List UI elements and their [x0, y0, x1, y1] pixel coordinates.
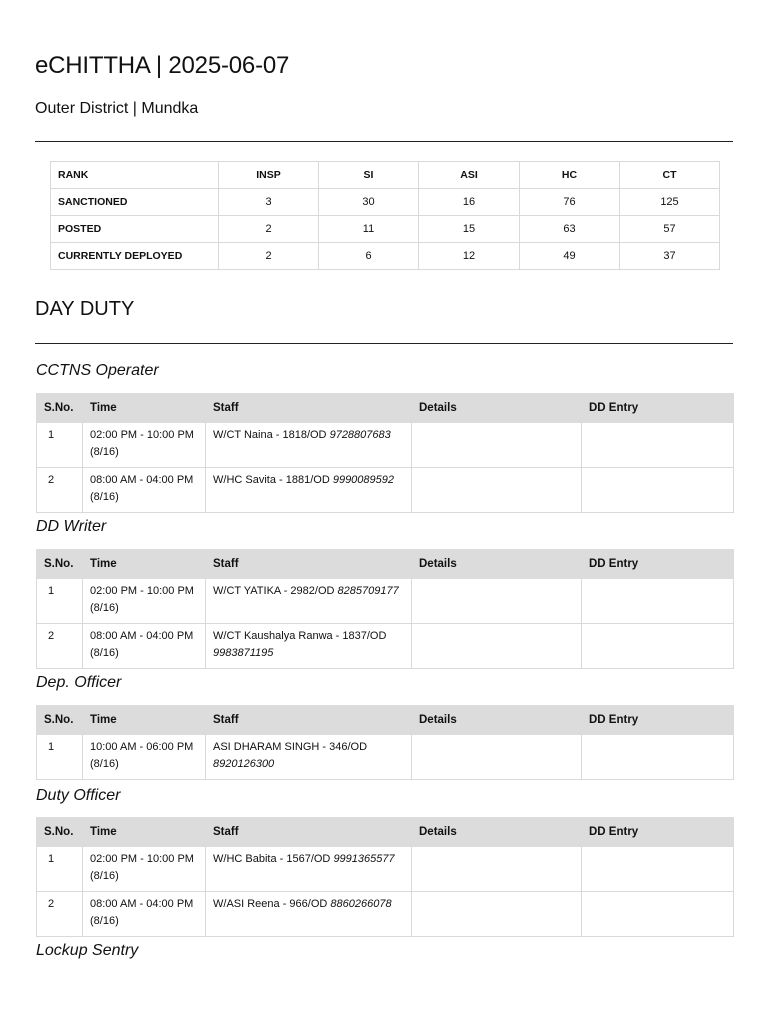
duty-table-duty-officer	[36, 817, 734, 937]
staff-name: W/HC Babita - 1567/OD	[213, 853, 331, 865]
dd-entry-cell	[582, 579, 734, 624]
sno-cell: 1	[37, 735, 83, 780]
column-header-details: Details	[412, 550, 582, 579]
duty-table-cctns-operater	[36, 393, 734, 513]
column-header-dd-entry: DD Entry	[582, 550, 734, 579]
dd-entry-cell	[582, 423, 734, 468]
time-cell: 02:00 PM - 10:00 PM (8/16)	[83, 847, 206, 892]
details-cell	[412, 892, 582, 937]
duty-header-row	[37, 818, 734, 847]
rank-cell: 57	[620, 216, 720, 243]
details-cell	[412, 579, 582, 624]
column-header-dd-entry: DD Entry	[582, 706, 734, 735]
details-cell	[412, 735, 582, 780]
duty-table-dd-writer	[36, 549, 734, 669]
rank-row-label: POSTED	[51, 216, 219, 243]
dd-entry-cell	[582, 892, 734, 937]
staff-cell	[206, 892, 412, 937]
rank-row-label: SANCTIONED	[51, 189, 219, 216]
column-header-time: Time	[83, 550, 206, 579]
sno-cell: 1	[37, 579, 83, 624]
table-row	[37, 847, 734, 892]
column-header-sno: S.No.	[37, 818, 83, 847]
staff-cell	[206, 847, 412, 892]
page-subtitle: Outer District | Mundka	[35, 100, 199, 117]
staff-phone: 9991365577	[333, 853, 395, 865]
table-row	[37, 423, 734, 468]
duty-header-row	[37, 706, 734, 735]
duty-table-dep-officer	[36, 705, 734, 780]
rank-cell: 3	[219, 189, 319, 216]
rank-cell: 125	[620, 189, 720, 216]
rank-cell: 76	[520, 189, 620, 216]
rank-row-currently-deployed	[51, 243, 720, 270]
staff-phone: 8860266078	[330, 898, 392, 910]
rank-header-cell: ASI	[419, 162, 520, 189]
staff-name: ASI DHARAM SINGH - 346/OD	[213, 741, 368, 753]
staff-cell	[206, 624, 412, 669]
group-title-dep-officer: Dep. Officer	[36, 674, 122, 691]
column-header-sno: S.No.	[37, 394, 83, 423]
column-header-staff: Staff	[206, 394, 412, 423]
rank-cell: 15	[419, 216, 520, 243]
column-header-dd-entry: DD Entry	[582, 394, 734, 423]
sno-cell: 1	[37, 847, 83, 892]
column-header-details: Details	[412, 394, 582, 423]
time-cell: 08:00 AM - 04:00 PM (8/16)	[83, 468, 206, 513]
rank-cell: 16	[419, 189, 520, 216]
rank-row-label: CURRENTLY DEPLOYED	[51, 243, 219, 270]
column-header-time: Time	[83, 818, 206, 847]
sno-cell: 2	[37, 892, 83, 937]
page-title: eCHITTHA | 2025-06-07	[35, 52, 290, 79]
time-cell: 02:00 PM - 10:00 PM (8/16)	[83, 423, 206, 468]
section-divider	[35, 343, 733, 344]
rank-cell: 2	[219, 243, 319, 270]
table-row	[37, 735, 734, 780]
column-header-time: Time	[83, 706, 206, 735]
header-divider	[35, 141, 733, 142]
column-header-time: Time	[83, 394, 206, 423]
staff-name: W/CT YATIKA - 2982/OD	[213, 585, 335, 597]
rank-header-cell: INSP	[219, 162, 319, 189]
time-cell: 02:00 PM - 10:00 PM (8/16)	[83, 579, 206, 624]
column-header-sno: S.No.	[37, 550, 83, 579]
table-row	[37, 892, 734, 937]
staff-phone: 9983871195	[213, 647, 274, 659]
staff-name: W/CT Naina - 1818/OD	[213, 429, 327, 441]
details-cell	[412, 468, 582, 513]
rank-header-cell: SI	[319, 162, 419, 189]
duty-header-row	[37, 394, 734, 423]
staff-name: W/ASI Reena - 966/OD	[213, 898, 328, 910]
group-title-lockup-sentry: Lockup Sentry	[36, 942, 139, 959]
rank-cell: 6	[319, 243, 419, 270]
staff-phone: 8285709177	[337, 585, 399, 597]
column-header-staff: Staff	[206, 550, 412, 579]
details-cell	[412, 847, 582, 892]
time-cell: 08:00 AM - 04:00 PM (8/16)	[83, 624, 206, 669]
dd-entry-cell	[582, 735, 734, 780]
section-title-day-duty: DAY DUTY	[35, 298, 135, 320]
staff-cell	[206, 468, 412, 513]
rank-row-sanctioned	[51, 189, 720, 216]
rank-cell: 11	[319, 216, 419, 243]
rank-cell: 30	[319, 189, 419, 216]
staff-cell	[206, 735, 412, 780]
rank-strength-table	[50, 161, 720, 270]
column-header-dd-entry: DD Entry	[582, 818, 734, 847]
column-header-sno: S.No.	[37, 706, 83, 735]
details-cell	[412, 624, 582, 669]
staff-name: W/HC Savita - 1881/OD	[213, 474, 330, 486]
dd-entry-cell	[582, 468, 734, 513]
staff-phone: 9990089592	[332, 474, 395, 486]
rank-cell: 63	[520, 216, 620, 243]
group-title-cctns-operater: CCTNS Operater	[36, 362, 159, 379]
dd-entry-cell	[582, 624, 734, 669]
time-cell: 10:00 AM - 06:00 PM (8/16)	[83, 735, 206, 780]
staff-name: W/CT Kaushalya Ranwa - 1837/OD	[213, 630, 387, 642]
column-header-staff: Staff	[206, 818, 412, 847]
table-row	[37, 624, 734, 669]
column-header-details: Details	[412, 706, 582, 735]
group-title-duty-officer: Duty Officer	[36, 787, 121, 804]
staff-phone: 8920126300	[213, 758, 275, 770]
rank-header-cell: RANK	[51, 162, 219, 189]
rank-cell: 37	[620, 243, 720, 270]
duty-header-row	[37, 550, 734, 579]
table-row	[37, 579, 734, 624]
rank-cell: 49	[520, 243, 620, 270]
group-title-dd-writer: DD Writer	[36, 518, 107, 535]
rank-header-cell: CT	[620, 162, 720, 189]
staff-cell	[206, 579, 412, 624]
column-header-staff: Staff	[206, 706, 412, 735]
rank-header-cell: HC	[520, 162, 620, 189]
rank-cell: 2	[219, 216, 319, 243]
staff-cell	[206, 423, 412, 468]
rank-row-posted	[51, 216, 720, 243]
rank-header-row	[51, 162, 720, 189]
sno-cell: 2	[37, 624, 83, 669]
column-header-details: Details	[412, 818, 582, 847]
table-row	[37, 468, 734, 513]
sno-cell: 1	[37, 423, 83, 468]
rank-cell: 12	[419, 243, 520, 270]
details-cell	[412, 423, 582, 468]
dd-entry-cell	[582, 847, 734, 892]
sno-cell: 2	[37, 468, 83, 513]
time-cell: 08:00 AM - 04:00 PM (8/16)	[83, 892, 206, 937]
staff-phone: 9728807683	[329, 429, 391, 441]
